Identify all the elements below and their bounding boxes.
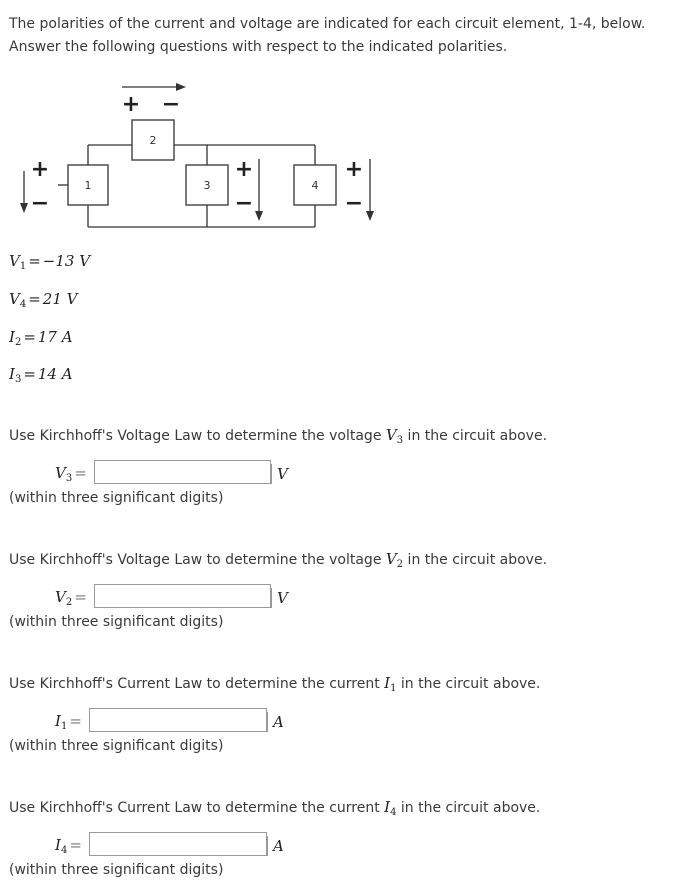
plus-sign-4: + [344, 157, 364, 182]
precision-note: (within three significant digits) [9, 738, 224, 754]
minus-sign-4: − [344, 191, 364, 216]
given-i2 [9, 328, 73, 348]
question-text: Use Kirchhoff's Current Law to determine the current [9, 676, 385, 692]
given-var: I [9, 328, 15, 346]
answer-label: $V_3$ = [55, 464, 87, 484]
v3-answer-input[interactable] [94, 460, 271, 484]
element-label-4: 4 [311, 179, 319, 192]
question-text: in the circuit above. [396, 800, 541, 816]
plus-sign-2: + [121, 92, 141, 117]
question-v3 [9, 426, 547, 446]
arrowhead-1 [20, 203, 28, 213]
question-var: $I_4$ [384, 798, 397, 818]
unit-label: A [267, 836, 284, 856]
answer-label: $V_2$ = [55, 588, 87, 608]
minus-sign-3: − [234, 191, 254, 216]
circuit-diagram [0, 75, 400, 235]
given-v1 [9, 252, 90, 272]
question-text: in the circuit above. [403, 552, 548, 568]
question-var: $V_3$ [385, 426, 404, 446]
given-sub: 4 [19, 299, 27, 310]
given-value: 17 A [37, 328, 73, 346]
precision-note: (within three significant digits) [9, 490, 224, 506]
minus-sign-2: − [161, 92, 181, 117]
given-eq: = [28, 290, 41, 308]
question-v2 [9, 550, 547, 570]
question-text: in the circuit above. [403, 428, 548, 444]
question-i4 [9, 798, 540, 818]
question-text: Use Kirchhoff's Voltage Law to determine the voltage [9, 552, 386, 568]
question-var: $V_2$ [385, 550, 404, 570]
plus-sign-3: + [234, 157, 254, 182]
question-text: Use Kirchhoff's Voltage Law to determine the voltage [9, 428, 386, 444]
element-label-1: 1 [84, 179, 92, 192]
i1-answer-input[interactable] [89, 708, 267, 732]
unit-label: V [271, 588, 288, 608]
answer-label: $I_1$ = [55, 712, 82, 732]
precision-note: (within three significant digits) [9, 862, 224, 878]
plus-sign-1: + [30, 157, 50, 182]
arrowhead-2 [176, 83, 186, 91]
element-label-3: 3 [203, 179, 211, 192]
unit-label: A [267, 712, 284, 732]
question-text: in the circuit above. [396, 676, 541, 692]
given-value: 14 A [37, 365, 73, 383]
precision-note: (within three significant digits) [9, 614, 224, 630]
problem-intro: The polarities of the current and voltage are indicated for each circuit element, 1-4, below. Answer the following questions with respect to the indicated polarities. [9, 16, 646, 55]
given-v4 [9, 290, 77, 310]
minus-sign-1: − [30, 191, 50, 216]
element-label-2: 2 [149, 134, 157, 147]
arrowhead-4 [366, 211, 374, 221]
question-var: $I_1$ [384, 674, 397, 694]
question-text: Use Kirchhoff's Current Law to determine the current [9, 800, 385, 816]
given-sub: 1 [19, 261, 27, 272]
given-var: I [9, 365, 15, 383]
given-var: V [9, 252, 20, 270]
question-i1 [9, 674, 540, 694]
unit-label: V [271, 464, 288, 484]
given-eq: = [23, 365, 36, 383]
given-sub: 3 [14, 374, 22, 385]
given-eq: = [28, 252, 41, 270]
given-i3 [9, 365, 73, 385]
given-eq: = [23, 328, 36, 346]
answer-label: $I_4$ = [55, 836, 82, 856]
i4-answer-input[interactable] [89, 832, 267, 856]
given-value: −13 V [42, 252, 91, 270]
v2-answer-input[interactable] [94, 584, 271, 608]
given-value: 21 V [42, 290, 78, 308]
arrowhead-3 [255, 211, 263, 221]
given-sub: 2 [14, 337, 22, 348]
given-var: V [9, 290, 20, 308]
